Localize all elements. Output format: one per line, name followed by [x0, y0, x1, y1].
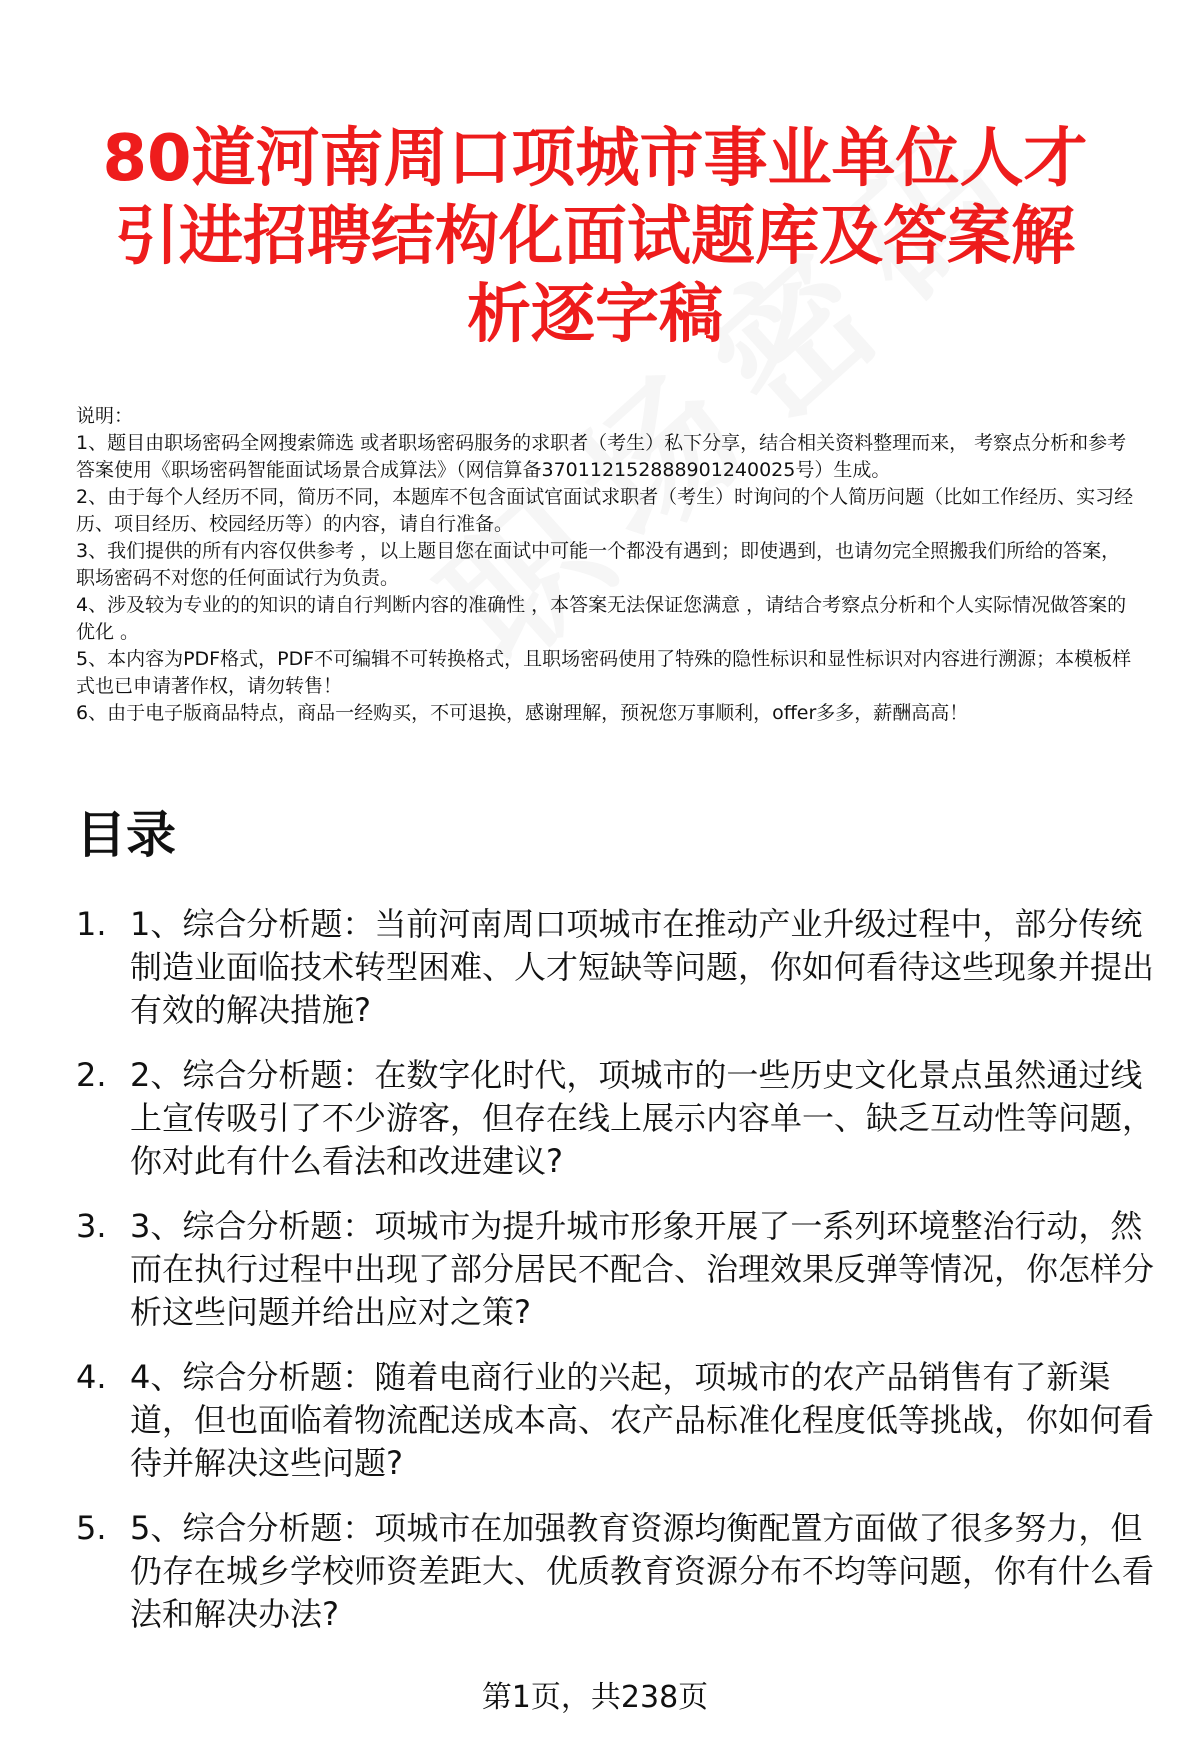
table-of-contents — [76, 903, 1166, 1658]
toc-item[interactable] — [76, 1507, 1166, 1636]
note-line: 5、本内容为PDF格式，PDF不可编辑不可转换格式，且职场密码使用了特殊的隐性标识和显性标识对内容进行溯源；本模板样式也已申请著作权，请勿转售！ — [76, 648, 1132, 697]
toc-item-number: 2. — [76, 1056, 107, 1094]
disclaimer-notes — [76, 403, 1136, 727]
toc-item[interactable] — [76, 1205, 1166, 1334]
toc-item[interactable] — [76, 1054, 1166, 1183]
note-line: 6、由于电子版商品特点，商品一经购买，不可退换，感谢理解，预祝您万事顺利，offer多多，薪酬高高！ — [76, 702, 969, 724]
toc-item[interactable] — [76, 903, 1166, 1032]
document-title: 80道河南周口项城市事业单位人才引进招聘结构化面试题库及答案解析逐字稿 — [102, 122, 1088, 352]
toc-item-text[interactable]: 3、综合分析题：项城市为提升城市形象开展了一系列环境整治行动，然而在执行过程中出现了部分居民不配合、治理效果反弹等情况，你怎样分析这些问题并给出应对之策? — [130, 1207, 1155, 1331]
toc-item-text[interactable]: 5、综合分析题：项城市在加强教育资源均衡配置方面做了很多努力，但仍存在城乡学校师资差距大、优质教育资源分布不均等问题，你有什么看法和解决办法? — [130, 1509, 1155, 1633]
note-line: 3、我们提供的所有内容仅供参考 ，以上题目您在面试中可能一个都没有遇到；即使遇到，也请勿完全照搬我们所给的答案，职场密码不对您的任何面试行为负责。 — [76, 540, 1121, 589]
toc-heading: 目录 — [76, 806, 176, 864]
page-footer: 第1页，共238页 — [481, 1680, 709, 1715]
notes-heading: 说明： — [76, 405, 134, 427]
note-line: 4、涉及较为专业的的知识的请自行判断内容的准确性 ，本答案无法保证您满意 ，请结合考察点分析和个人实际情况做答案的优化 。 — [76, 594, 1127, 643]
toc-item-text[interactable]: 2、综合分析题：在数字化时代，项城市的一些历史文化景点虽然通过线上宣传吸引了不少游客，但存在线上展示内容单一、缺乏互动性等问题，你对此有什么看法和改进建议? — [130, 1056, 1155, 1180]
toc-item-number: 5. — [76, 1509, 107, 1547]
toc-item[interactable] — [76, 1356, 1166, 1485]
note-line: 1、题目由职场密码全网搜索筛选 或者职场密码服务的求职者（考生）私下分享，结合相关资料整理而来， 考察点分析和参考答案使用《职场密码智能面试场景合成算法》（网信算备370112152888901240025号）生成。 — [76, 432, 1127, 481]
toc-item-number: 3. — [76, 1207, 107, 1245]
note-line: 2、由于每个人经历不同，简历不同，本题库不包含面试官面试求职者（考生）时询问的个人简历问题（比如工作经历、实习经历、项目经历、校园经历等）的内容，请自行准备。 — [76, 486, 1134, 535]
toc-item-number: 1. — [76, 905, 107, 943]
toc-item-text[interactable]: 4、综合分析题：随着电商行业的兴起，项城市的农产品销售有了新渠道，但也面临着物流配送成本高、农产品标准化程度低等挑战，你如何看待并解决这些问题? — [130, 1358, 1155, 1482]
toc-item-number: 4. — [76, 1358, 107, 1396]
toc-item-text[interactable]: 1、综合分析题：当前河南周口项城市在推动产业升级过程中，部分传统制造业面临技术转型困难、人才短缺等问题，你如何看待这些现象并提出有效的解决措施? — [130, 905, 1155, 1029]
